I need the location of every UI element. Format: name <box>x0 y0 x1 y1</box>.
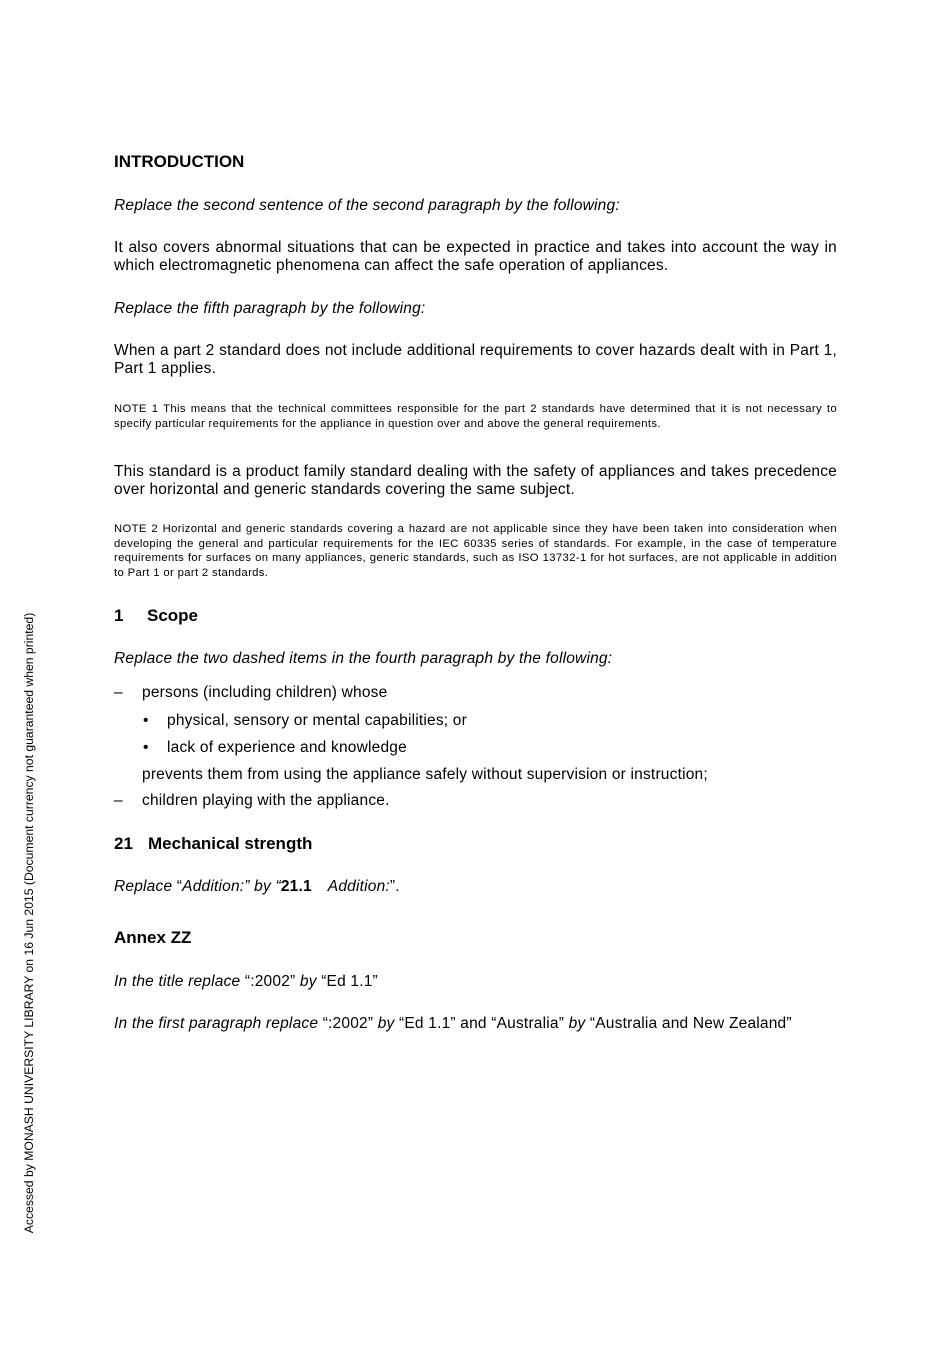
annex-paragraph-instruction: In the first paragraph replace “:2002” by “Ed 1.1” and “Australia” by “Australia and New Zealand” <box>114 1015 792 1032</box>
scope-bullet-1 <box>114 712 837 730</box>
continuation-text: prevents them from using the appliance safely without supervision or instruction; <box>142 766 708 783</box>
dash-marker: – <box>114 792 123 809</box>
introduction-heading: INTRODUCTION <box>114 152 245 171</box>
intro-instruction-2: Replace the fifth paragraph by the following: <box>114 300 426 317</box>
annex-title-instruction: In the title replace “:2002” by “Ed 1.1” <box>114 973 378 990</box>
mechanical-instruction: Replace “Addition:” by “21.1 Addition:”. <box>114 878 400 895</box>
mechanical-title: Mechanical strength <box>148 834 313 853</box>
scope-title: Scope <box>147 606 199 625</box>
scope-bullet-2 <box>114 739 837 757</box>
scope-number: 1 <box>114 606 124 625</box>
annex-heading: Annex ZZ <box>114 928 192 947</box>
bullet-marker: • <box>143 739 149 756</box>
scope-dash-item-2 <box>114 792 837 810</box>
access-watermark: Accessed by MONASH UNIVERSITY LIBRARY on 16 Jun 2015 (Document currency not guaranteed when printed) <box>22 612 36 1234</box>
intro-instruction-1: Replace the second sentence of the second paragraph by the following: <box>114 197 620 214</box>
note-2: NOTE 2 Horizontal and generic standards covering a hazard are not applicable since they have been taken into consideration when developing the general and particular requirements for the IEC 60335 series of standards. For example, in the case of temperature requirements for surfaces on many appliances, generic standards, such as ISO 13732-1 for hot surfaces, are not applicable in addition to Part 1 or part 2 standards. <box>114 523 837 579</box>
dash-item-text: children playing with the appliance. <box>142 792 390 809</box>
note-1: NOTE 1 This means that the technical committees responsible for the part 2 standards have determined that it is not necessary to specify particular requirements for the appliance in question over and above the general requirements. <box>114 403 837 430</box>
scope-heading <box>114 606 837 626</box>
intro-paragraph-3: This standard is a product family standard dealing with the safety of appliances and takes precedence over horizontal and generic standards covering the same subject. <box>114 463 837 498</box>
scope-instruction: Replace the two dashed items in the fourth paragraph by the following: <box>114 650 613 667</box>
dash-item-text: persons (including children) whose <box>142 684 388 701</box>
bullet-text: physical, sensory or mental capabilities; or <box>167 712 467 729</box>
mechanical-number: 21 <box>114 834 133 853</box>
scope-dash-item-1 <box>114 684 837 702</box>
bullet-marker: • <box>143 712 149 729</box>
intro-paragraph-2: When a part 2 standard does not include additional requirements to cover hazards dealt with in Part 1, Part 1 applies. <box>114 342 837 377</box>
intro-paragraph-1: It also covers abnormal situations that can be expected in practice and takes into account the way in which electromagnetic phenomena can affect the safe operation of appliances. <box>114 239 837 274</box>
dash-marker: – <box>114 684 123 701</box>
bullet-text: lack of experience and knowledge <box>167 739 407 756</box>
scope-continuation <box>114 766 837 784</box>
mechanical-heading <box>114 834 837 854</box>
